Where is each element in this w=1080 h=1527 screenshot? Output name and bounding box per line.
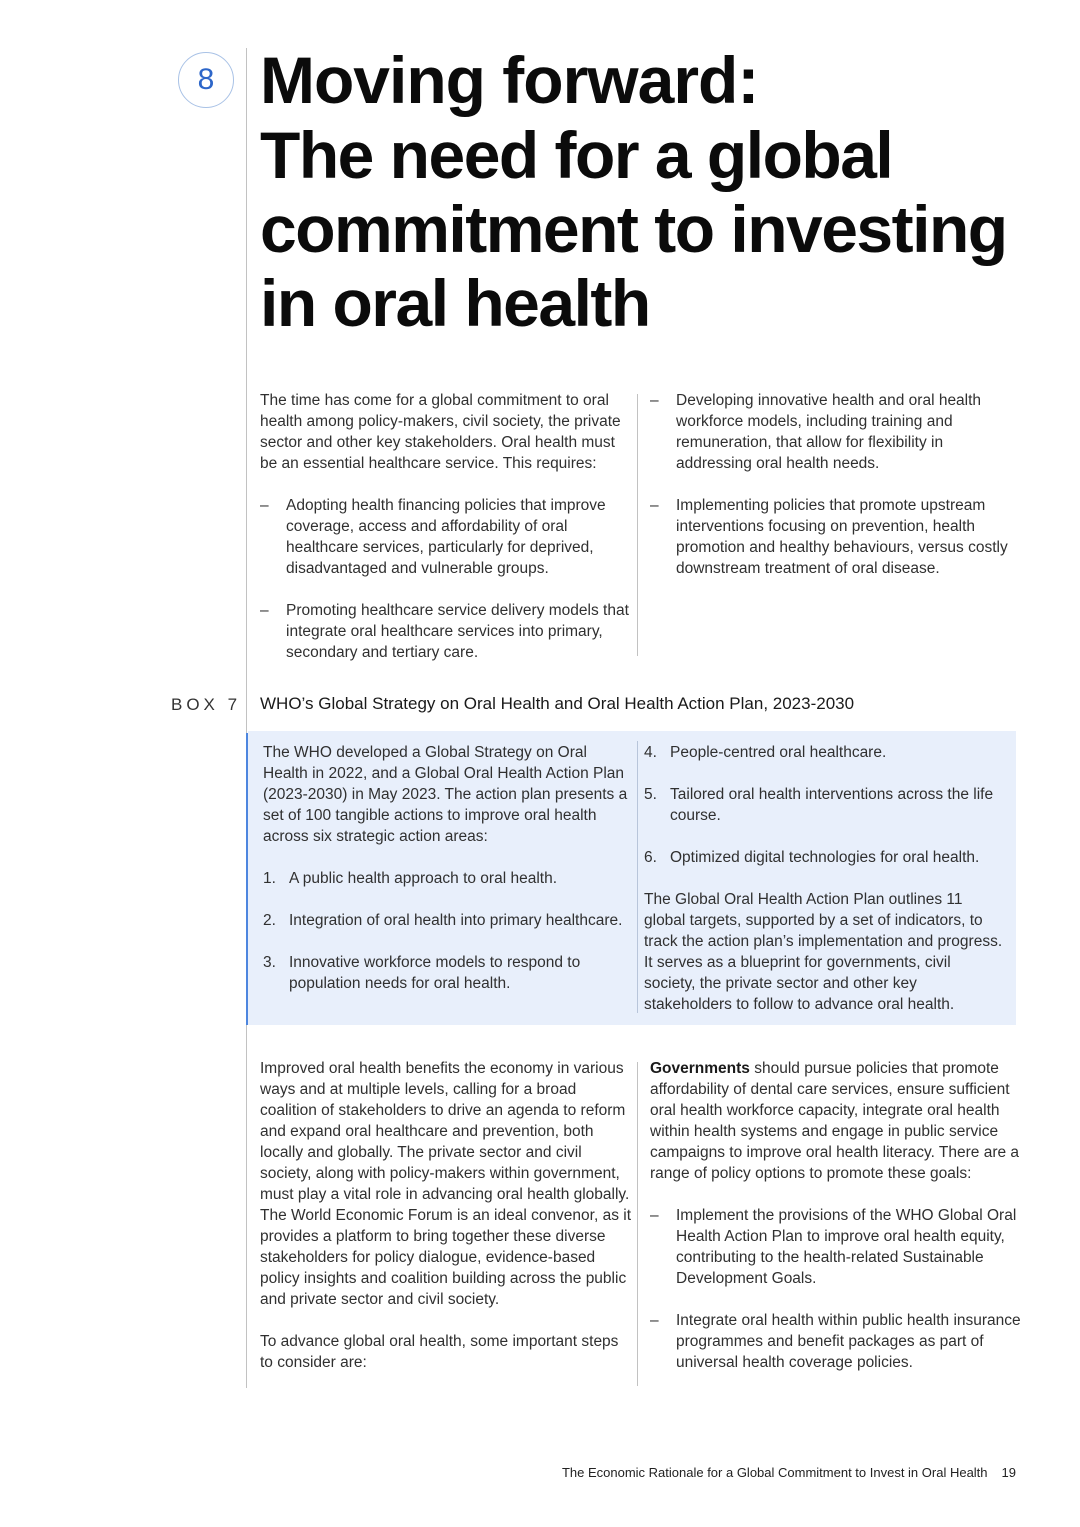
lower-paragraph: To advance global oral health, some important steps to consider are: (260, 1333, 619, 1371)
list-item-text: Implement the provisions of the WHO Global Oral Health Action Plan to improve oral health equity, contributing to the health-related Sustainable Development Goals. (676, 1207, 1017, 1287)
list-item (644, 784, 1004, 826)
list-item (263, 910, 628, 931)
lower-paragraph: Improved oral health benefits the economy in various ways and at multiple levels, calling for a broad coalition of stakeholders to drive an agenda to reform and expand oral healthcare and prevention, both locally and globally. The private sector and civil society, along with policy-makers within government, must play a vital role in advancing oral health globally. The World Economic Forum is an ideal convenor, as it provides a platform to bring together these diverse stakeholders for policy dialogue, evidence-based policy insights and coalition building across the public and private sector and civil society. (260, 1060, 632, 1308)
governments-text: should pursue policies that promote affordability of dental care services, ensure sufficient oral health workforce capacity, integrate oral health within health systems and engage in public service campaigns to improve oral health literacy. There are a range of policy options to promote these goals: (650, 1060, 1020, 1182)
list-number: 5. (644, 786, 657, 803)
box-closing: The Global Oral Health Action Plan outlines 11 global targets, supported by a set of indicators, to track the action plan’s implementation and progress. It serves as a blueprint for governments, civil society, the private sector and other key stakeholders to follow to advance oral health. (644, 891, 1003, 1013)
list-item (650, 1205, 1022, 1289)
box-intro: The WHO developed a Global Strategy on Oral Health in 2022, and a Global Oral Health Action Plan (2023-2030) in May 2023. The action plan presents a set of 100 tangible actions to improve oral health across six strategic action areas: (263, 744, 628, 845)
list-item-text: Integration of oral health into primary healthcare. (289, 912, 623, 929)
list-number: 4. (644, 744, 657, 761)
list-item-text: Developing innovative health and oral health workforce models, including training and remuneration, that allow for flexibility in addressing oral health needs. (676, 392, 982, 472)
page-title: Moving forward: (260, 43, 759, 117)
lower-left-column (260, 1058, 632, 1373)
list-number: 2. (263, 912, 276, 929)
list-item (260, 600, 632, 663)
page-subtitle: The need for a global commitment to investing in oral health (260, 118, 1007, 340)
box-label: BOX 7 (171, 695, 242, 714)
column-divider (637, 1062, 638, 1386)
list-item (263, 952, 628, 994)
list-item-text: Integrate oral health within public health insurance programmes and benefit packages as part of universal health coverage policies. (676, 1312, 1021, 1371)
section-number-badge (178, 52, 234, 108)
list-item (644, 742, 1004, 763)
column-divider (637, 741, 638, 1013)
intro-left-column (260, 390, 632, 663)
lower-right-column (650, 1058, 1022, 1373)
list-item-text: A public health approach to oral health. (289, 870, 557, 887)
list-item-text: Tailored oral health interventions across the life course. (670, 786, 994, 824)
dash-bullet: – (260, 602, 269, 619)
list-item-text: Adopting health financing policies that improve coverage, access and affordability of oral healthcare services, particularly for deprived, disadvantaged and vulnerable groups. (286, 497, 606, 577)
list-item-text: Promoting healthcare service delivery models that integrate oral healthcare services into primary, secondary and tertiary care. (286, 602, 629, 661)
list-number: 1. (263, 870, 276, 887)
intro-right-column (650, 390, 1020, 579)
footer-title: The Economic Rationale for a Global Commitment to Invest in Oral Health (561, 1465, 988, 1480)
box-accent-rule (246, 733, 248, 1025)
dash-bullet: – (260, 497, 269, 514)
dash-bullet: – (650, 392, 659, 409)
left-rule (246, 48, 247, 1388)
box-title: WHO’s Global Strategy on Oral Health and Oral Health Action Plan, 2023-2030 (260, 694, 855, 713)
dash-bullet: – (650, 1312, 659, 1329)
dash-bullet: – (650, 497, 659, 514)
list-item (650, 495, 1020, 579)
list-item-text: Implementing policies that promote upstream interventions focusing on prevention, health promotion and healthy behaviours, versus costly downstream treatment of oral disease. (676, 497, 1008, 577)
list-item (263, 868, 628, 889)
list-item-text: Optimized digital technologies for oral health. (670, 849, 980, 866)
page-footer (562, 1465, 1016, 1480)
page-number: 19 (1001, 1465, 1016, 1480)
section-number: 8 (197, 63, 215, 96)
governments-lead: Governments (650, 1060, 750, 1077)
list-item (260, 495, 632, 579)
list-item-text: Innovative workforce models to respond to population needs for oral health. (289, 954, 581, 992)
list-number: 6. (644, 849, 657, 866)
governments-paragraph (650, 1058, 1022, 1184)
list-item (650, 390, 1020, 474)
column-divider (637, 394, 638, 656)
dash-bullet: – (650, 1207, 659, 1224)
intro-paragraph: The time has come for a global commitment to oral health among policy-makers, civil society, the private sector and other key stakeholders. Oral health must be an essential healthcare service. This requires: (260, 392, 621, 472)
box-left-column (263, 742, 628, 994)
list-item (650, 1310, 1022, 1373)
list-item (644, 847, 1004, 868)
list-number: 3. (263, 954, 276, 971)
box-right-column (644, 742, 1004, 1015)
list-item-text: People-centred oral healthcare. (670, 744, 887, 761)
